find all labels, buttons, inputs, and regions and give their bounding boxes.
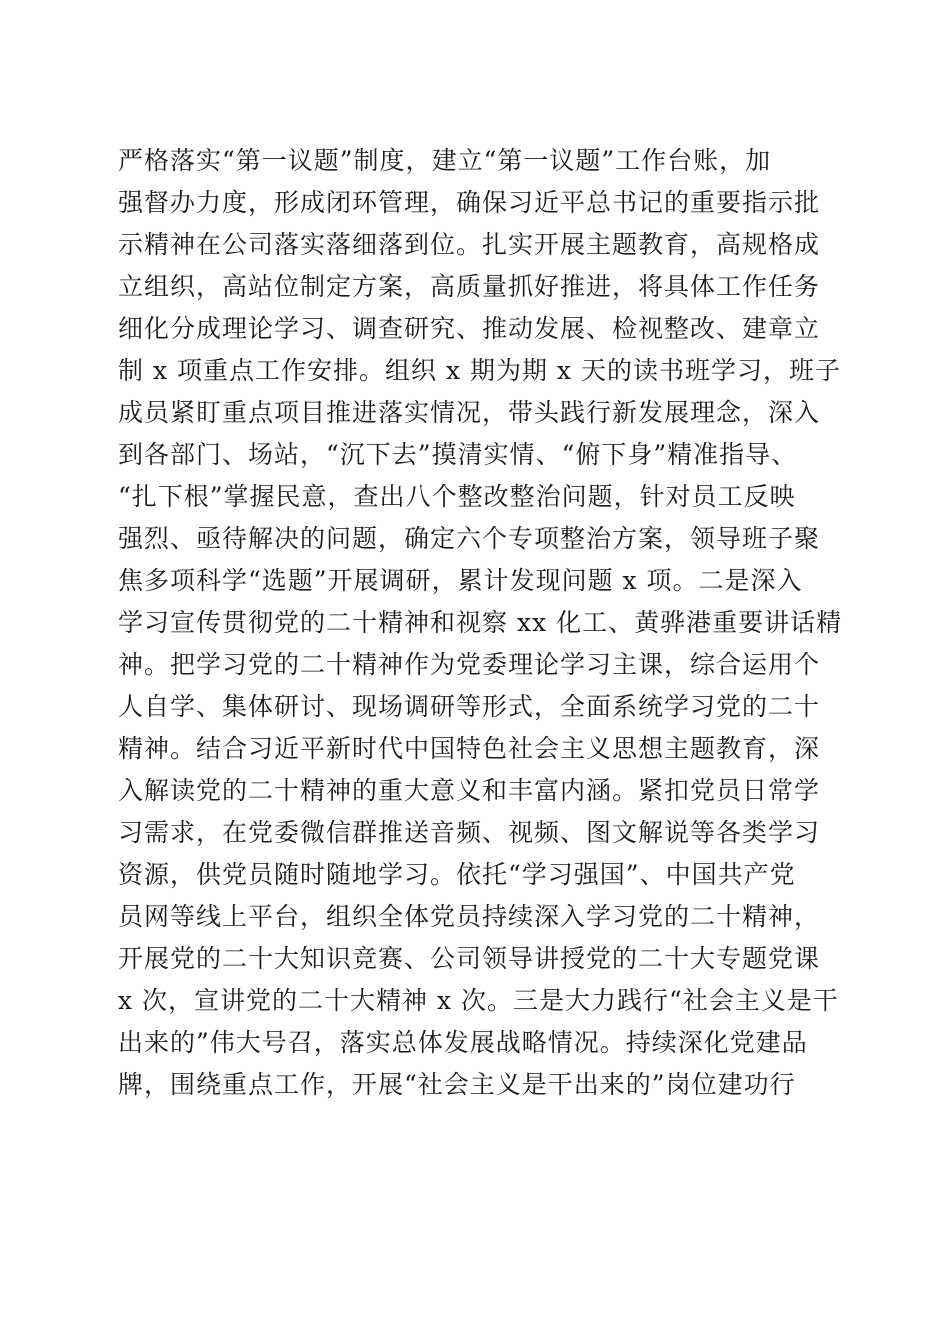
- text-line: 成员紧盯重点项目推进落实情况，带头践行新发展理念，深入: [118, 398, 821, 427]
- text-line: “扎下根”掌握民意，查出八个整改整治问题，针对员工反映: [118, 482, 796, 511]
- text-line: 人自学、集体研讨、现场调研等形式，全面系统学习党的二十: [118, 692, 821, 721]
- text-line: 开展党的二十大知识竞赛、公司领导讲授党的二十大专题党课: [118, 944, 821, 973]
- text-line: 神。把学习党的二十精神作为党委理论学习主课，综合运用个: [118, 650, 821, 679]
- text-line: 出来的”伟大号召，落实总体发展战略情况。持续深化党建品: [118, 1028, 808, 1057]
- text-line: 焦多项科学“选题”开展调研，累计发现问题 x 项。二是深入: [118, 566, 803, 595]
- text-line: 示精神在公司落实落细落到位。扎实开展主题教育，高规格成: [118, 230, 821, 259]
- text-line: 习需求，在党委微信群推送音频、视频、图文解说等各类学习: [118, 818, 821, 847]
- text-line: 立组织，高站位制定方案，高质量抓好推进，将具体工作任务: [118, 272, 821, 301]
- body-paragraph: [118, 140, 858, 1106]
- text-line: 入解读党的二十精神的重大意义和丰富内涵。紧扣党员日常学: [118, 776, 821, 805]
- text-line: 到各部门、场站，“沉下去”摸清实情、“俯下身”精准指导、: [118, 440, 798, 469]
- text-line: 细化分成理论学习、调查研究、推动发展、检视整改、建章立: [118, 314, 821, 343]
- text-line: x 次，宣讲党的二十大精神 x 次。三是大力践行“社会主义是干: [118, 986, 839, 1015]
- text-line: 强烈、亟待解决的问题，确定六个专项整治方案，领导班子聚: [118, 524, 821, 553]
- text-line: 精神。结合习近平新时代中国特色社会主义思想主题教育，深: [118, 734, 821, 763]
- text-line: 牌，围绕重点工作，开展“社会主义是干出来的”岗位建功行: [118, 1070, 796, 1099]
- text-line: 学习宣传贯彻党的二十精神和视察 xx 化工、黄骅港重要讲话精: [118, 608, 843, 637]
- text-line: 员网等线上平台，组织全体党员持续深入学习党的二十精神，: [118, 902, 821, 931]
- text-line: 制 x 项重点工作安排。组织 x 期为期 x 天的读书班学习，班子: [118, 356, 841, 385]
- text-line: 强督办力度，形成闭环管理，确保习近平总书记的重要指示批: [118, 188, 821, 217]
- text-line: 严格落实“第一议题”制度，建立“第一议题”工作台账，加: [118, 146, 772, 175]
- text-line: 资源，供党员随时随地学习。依托“学习强国”、中国共产党: [118, 860, 796, 889]
